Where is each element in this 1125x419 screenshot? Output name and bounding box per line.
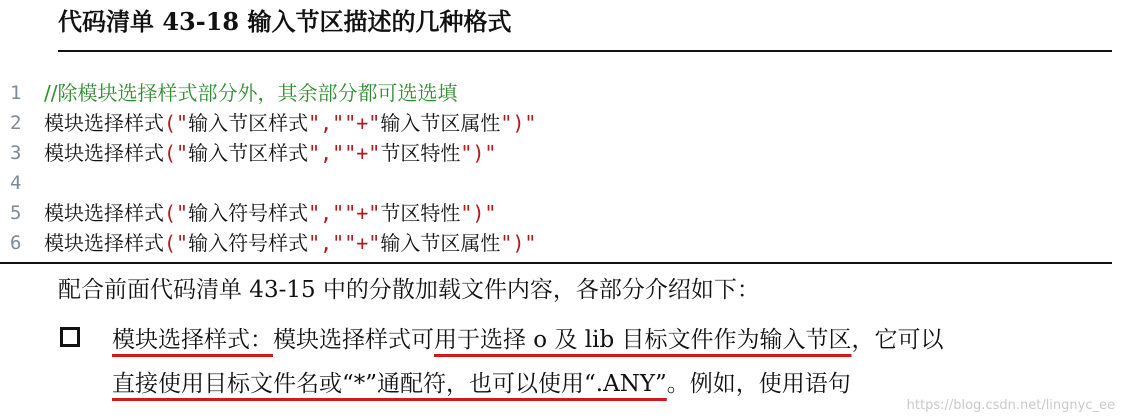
- code-function: 模块选择样式: [44, 111, 164, 135]
- bullet-item: [58, 318, 1110, 406]
- code-line-5: [10, 198, 1110, 228]
- code-line-2: [10, 108, 1110, 138]
- line-number: 1: [10, 82, 22, 104]
- line-number: 6: [10, 232, 22, 254]
- code-string: 节区特性: [380, 201, 461, 225]
- bullet-line-1: [112, 318, 1110, 362]
- code-string: 输入节区属性: [380, 111, 501, 135]
- code-punctuation: ",""+": [308, 141, 381, 165]
- watermark-url: https://blog.csdn.net/lingnyc_ee: [906, 398, 1115, 413]
- code-block: [10, 78, 1110, 258]
- bullet-term: 模块选择样式：: [112, 327, 273, 353]
- bullet-text: [112, 318, 1110, 406]
- bullet-text-segment: 。例如，使用语句: [666, 371, 851, 397]
- code-comment: //除模块选择样式部分外，其余部分都可选选填: [44, 81, 458, 105]
- code-string: 输入节区属性: [380, 231, 501, 255]
- code-punctuation: ",""+": [308, 111, 381, 135]
- code-punctuation: ")": [500, 231, 537, 255]
- code-function: 模块选择样式: [44, 201, 164, 225]
- code-string: 节区特性: [380, 141, 461, 165]
- top-divider: [58, 50, 1112, 52]
- code-function: 模块选择样式: [44, 231, 164, 255]
- line-number: 4: [10, 172, 22, 194]
- intro-paragraph: 配合前面代码清单 43-15 中的分散加载文件内容，各部分介绍如下：: [58, 277, 760, 303]
- underlined-phrase: 用于选择 o 及 lib 目标文件作为输入节区: [434, 327, 852, 353]
- code-punctuation: (": [164, 141, 189, 165]
- checkbox-bullet-icon: [60, 327, 80, 347]
- bullet-text-segment: ，它可以: [851, 327, 944, 353]
- code-line-1: [10, 78, 1110, 108]
- code-function: 模块选择样式: [44, 141, 164, 165]
- code-line-3: [10, 138, 1110, 168]
- bottom-divider: [0, 262, 1112, 264]
- code-string: 输入符号样式: [188, 231, 309, 255]
- line-number: 5: [10, 202, 22, 224]
- code-punctuation: ")": [500, 111, 537, 135]
- code-punctuation: (": [164, 111, 189, 135]
- code-string: 输入符号样式: [188, 201, 309, 225]
- code-listing-title: 代码清单 43-18 输入节区描述的几种格式: [58, 7, 512, 36]
- line-number: 2: [10, 112, 22, 134]
- bullet-text-segment: 模块选择样式可: [273, 327, 434, 353]
- code-punctuation: (": [164, 201, 189, 225]
- line-number: 3: [10, 142, 22, 164]
- code-line-4: [10, 168, 1110, 198]
- code-punctuation: ",""+": [308, 231, 381, 255]
- code-punctuation: ",""+": [308, 201, 381, 225]
- code-punctuation: ")": [460, 201, 497, 225]
- code-line-6: [10, 228, 1110, 258]
- code-punctuation: ")": [460, 141, 497, 165]
- code-string: 输入节区样式: [188, 111, 309, 135]
- underlined-phrase: 直接使用目标文件名或“*”通配符，也可以使用“.ANY”: [112, 371, 667, 397]
- code-string: 输入节区样式: [188, 141, 309, 165]
- code-punctuation: (": [164, 231, 189, 255]
